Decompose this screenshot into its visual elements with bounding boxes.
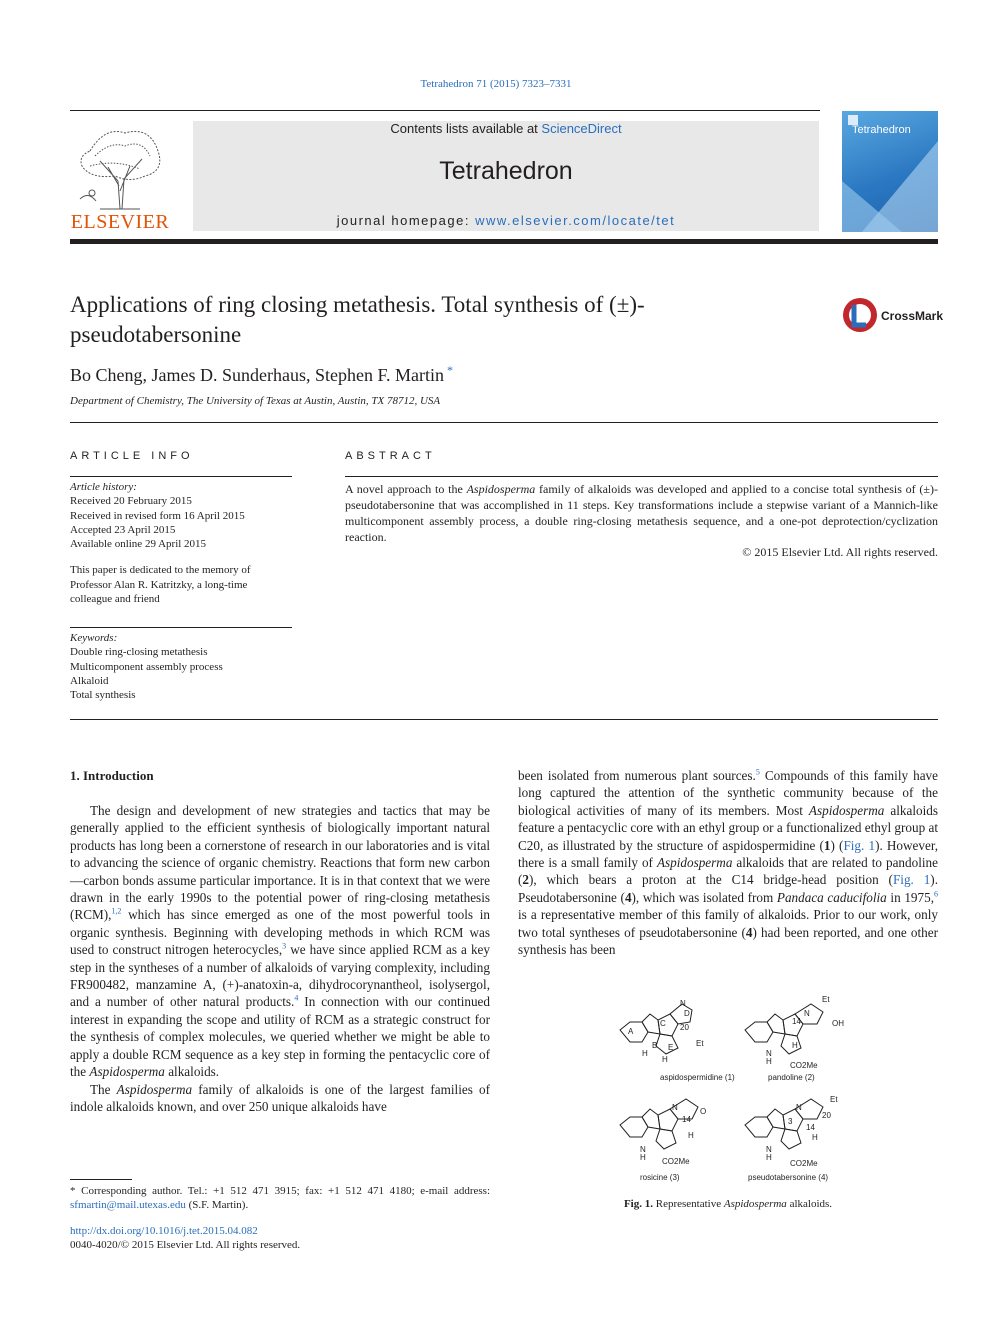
history-accepted: Accepted 23 April 2015: [70, 523, 176, 536]
atom-label-n: 14: [792, 1017, 801, 1026]
history-received: Received 20 February 2015: [70, 495, 192, 508]
molecule-pandoline: [745, 1004, 823, 1054]
email-link[interactable]: sfmartin@mail.utexas.edu: [70, 1199, 186, 1212]
author-list: [70, 363, 453, 386]
introduction-heading: 1. Introduction: [70, 768, 154, 783]
footnote-rule: [70, 1179, 132, 1180]
atom-label-h: H: [642, 1049, 648, 1058]
substituent-co2me: CO2Me: [790, 1159, 818, 1168]
substituent-et: Et: [696, 1039, 704, 1048]
history-label: Article history:: [70, 481, 137, 493]
intro-paragraph-1: The design and development of new strategies and tactics that may be generally applied to the efficient synthesis of biologically important natural products has long been a cornerstone of research in our laboratories and is vital to advancing the science of organic chemistry. Reactions that form new carbon—carbon bonds assume particular importance. It is in that context that we were drawn in the early 1990s to the potential power of ring-closing metathesis (RCM),$^{1,2}$ which has since emerged as one of the most powerful tools in organic synthesis. Beginning with developing methods in which RCM was used to construct nitrogen heterocycles,$^3$ we have since applied RCM as a key step in the syntheses of a number of alkaloids of varying complexity, including FR900482, manzamine A, (+)-anatoxin-a, dihydrocorynantheol, isolysergol, and a number of other natural products.$^4$ In connection with our continued interest in expanding the scope and utility of RCM as a strategic construct for the synthesis of complex molecules, we queried whether we might be able to apply a double RCM sequence as a key step in forming the pentacyclic core of the Aspidosperma alkaloids.: [70, 803, 490, 1080]
contents-line: [193, 121, 819, 136]
atom-label-14: 14: [806, 1123, 815, 1132]
homepage-prefix: journal homepage:: [336, 213, 476, 228]
molecule-name-1: aspidospermidine (1): [660, 1073, 735, 1082]
abstract-rule: [345, 476, 938, 477]
atom-label-n: N: [680, 999, 686, 1008]
ring-label-d: D: [684, 1009, 690, 1018]
cover-title: Tetrahedron: [852, 124, 911, 136]
homepage-link[interactable]: www.elsevier.com/locate/tet: [475, 213, 676, 228]
atom-label-h: H: [812, 1133, 818, 1142]
header-top-rule: [70, 110, 820, 111]
atom-label-nh: N: [766, 1049, 772, 1058]
article-info-rule: [70, 476, 292, 477]
article-history: [70, 480, 292, 606]
affiliation: Department of Chemistry, The University of Texas at Austin, Austin, TX 78712, USA: [70, 395, 441, 407]
substituent-et: Et: [822, 995, 830, 1004]
abstract-heading: ABSTRACT: [345, 450, 436, 462]
atom-label-h: H: [640, 1153, 646, 1162]
crossmark-icon[interactable]: [842, 297, 882, 333]
atom-label-h: H: [766, 1057, 772, 1066]
atom-label-14: N: [804, 1009, 810, 1018]
substituent-et: Et: [830, 1095, 838, 1104]
keyword-item: Alkaloid: [70, 674, 109, 687]
intro-paragraph-2-continued: been isolated from numerous plant sources.$^5$ Compounds of this family have long captured the attention of the synthetic community because of the biological activities of many of its members. Most Aspidosperma alkaloids feature a pentacyclic core with an ethyl group or a functionalized ethyl group at C20, as illustrated by the structure of aspidospermidine (1) (Fig. 1). However, there is a small family of Aspidosperma alkaloids that are related to pandoline (2), which bears a proton at the C14 bridge-head position (Fig. 1). Pseudotabersonine (4), which was isolated from Pandaca caducifolia in 1975,$^6$ is a representative member of this family of alkaloids. Prior to our work, only two total syntheses of pseudotabersonine (4) had been reported, and one other synthesis has been: [518, 767, 939, 958]
contents-prefix: Contents lists available at: [390, 121, 542, 136]
atom-label-o: O: [700, 1107, 707, 1116]
atom-label-n: N: [640, 1145, 646, 1154]
citation-link[interactable]: 3: [282, 941, 287, 951]
journal-reference[interactable]: Tetrahedron 71 (2015) 7323–7331: [420, 78, 572, 90]
journal-name: Tetrahedron: [439, 157, 573, 185]
history-revised: Received in revised form 16 April 2015: [70, 509, 245, 522]
left-body-column: [70, 802, 490, 1115]
figure-1-caption: Fig. 1. Representative Aspidosperma alkaloids.: [623, 1198, 833, 1210]
right-body-column: [518, 767, 938, 958]
corresponding-author-footnote: * Corresponding author. Tel.: +1 512 471 3915; fax: +1 512 471 4180; e-mail address: sfmartin@mail.utexas.edu (S.F. Martin).: [70, 1185, 490, 1212]
atom-label-h: H: [662, 1055, 668, 1064]
substituent-co2me: CO2Me: [790, 1061, 818, 1070]
atom-label-3: 3: [788, 1117, 793, 1126]
figure-link[interactable]: Fig. 1: [843, 837, 876, 853]
citation-link[interactable]: 6: [934, 889, 939, 899]
keywords-label: Keywords:: [70, 632, 118, 644]
keywords-rule: [70, 627, 292, 628]
atom-label-n: N: [672, 1103, 678, 1112]
journal-cover[interactable]: [842, 111, 938, 232]
ring-label-e: E: [668, 1043, 674, 1052]
keywords-block: [70, 631, 292, 702]
atom-label-h: H: [766, 1153, 772, 1162]
ring-label-a: A: [628, 1027, 634, 1036]
citation-link[interactable]: 1,2: [111, 907, 122, 917]
doi-link[interactable]: http://dx.doi.org/10.1016/j.tet.2015.04.082: [70, 1225, 258, 1237]
intro-paragraph-2: The Aspidosperma family of alkaloids is one of the largest families of indole alkaloids known, and over 250 unique alkaloids have: [70, 1081, 490, 1114]
citation-link[interactable]: 5: [755, 767, 760, 777]
molecule-rosicine: [620, 1099, 698, 1149]
keyword-item: Multicomponent assembly process: [70, 660, 223, 673]
sciencedirect-link[interactable]: ScienceDirect: [541, 121, 622, 136]
header-bottom-rule: [70, 239, 938, 244]
molecule-name-3: rosicine (3): [640, 1173, 680, 1182]
journal-header-band: [193, 121, 819, 231]
atom-label-h: H: [688, 1131, 694, 1140]
molecule-name-2: pandoline (2): [768, 1073, 815, 1082]
substituent-oh: OH: [832, 1019, 844, 1028]
history-online: Available online 29 April 2015: [70, 538, 207, 551]
ring-label-c: C: [660, 1019, 666, 1028]
article-title: Applications of ring closing metathesis. Total synthesis of (±)-pseudotabersonine: [70, 292, 645, 347]
figure-link[interactable]: Fig. 1: [892, 872, 931, 888]
article-info-heading: ARTICLE INFO: [70, 450, 194, 462]
abstract-bottom-rule: [70, 719, 938, 720]
atom-label-n: N: [796, 1103, 802, 1112]
issn-copyright: 0040-4020/© 2015 Elsevier Ltd. All rights reserved.: [70, 1239, 301, 1252]
citation-link[interactable]: 4: [294, 994, 299, 1004]
abstract-copyright: © 2015 Elsevier Ltd. All rights reserved.: [742, 545, 938, 559]
homepage-line: [193, 213, 819, 228]
ring-label-b: B: [652, 1041, 658, 1050]
atom-label-20: 20: [822, 1111, 831, 1120]
dedication: This paper is dedicated to the memory of Professor Alan R. Katritzky, a long-time colleague and friend: [70, 564, 251, 606]
abstract-text: A novel approach to the Aspidosperma family of alkaloids was developed and applied to a concise total synthesis of (±)-pseudotabersonine that was accomplished in 11 steps. Key transformations include a stepwise variant of a Mannich-like multicomponent assembly process, a double ring-closing metathesis sequence, and a one-pot deprotection/cyclization reaction.: [345, 482, 939, 544]
affiliation-rule: [70, 422, 938, 423]
atom-label-n: N: [766, 1145, 772, 1154]
molecule-name-4: pseudotabersonine (4): [748, 1173, 829, 1182]
atom-label-20: 20: [680, 1023, 689, 1032]
crossmark-label[interactable]: CrossMark: [881, 309, 944, 323]
atom-label-h: H: [792, 1041, 798, 1050]
keyword-item: Double ring-closing metathesis: [70, 646, 208, 659]
keyword-item: Total synthesis: [70, 689, 136, 702]
authors-text: Bo Cheng, James D. Sunderhaus, Stephen F. Martin: [70, 365, 445, 385]
atom-label-14: 14: [682, 1115, 691, 1124]
doi-block: [70, 1224, 300, 1253]
elsevier-wordmark: ELSEVIER: [70, 211, 170, 233]
corresponding-author-mark[interactable]: *: [447, 363, 454, 377]
substituent-co2me: CO2Me: [662, 1157, 690, 1166]
figure-1-structures: [600, 990, 860, 1190]
